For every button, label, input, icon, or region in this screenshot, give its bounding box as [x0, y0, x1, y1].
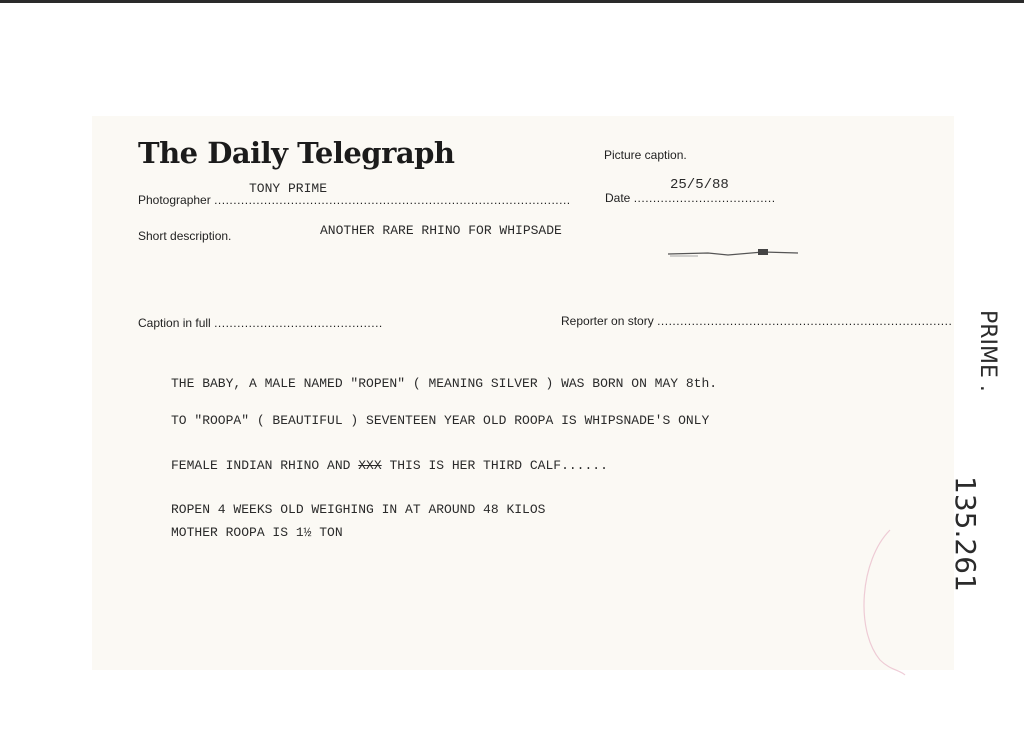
photographer-field [138, 193, 571, 207]
handwritten-reference-number: 135.261 [949, 476, 982, 592]
caption-line-3 [171, 458, 608, 473]
reporter-dotted-line: ............................................................................. [657, 314, 953, 328]
date-field [605, 191, 776, 205]
picture-caption-label: Picture caption. [604, 148, 687, 162]
reporter-field [561, 314, 952, 328]
handwritten-name-note: PRIME . [975, 310, 1000, 392]
date-value: 25/5/88 [670, 177, 729, 193]
caption-line-4: ROPEN 4 WEEKS OLD WEIGHING IN AT AROUND 48 KILOS [171, 502, 546, 517]
masthead-logo: The Daily Telegraph [138, 136, 455, 170]
photographer-dotted-line: ............................................................................................. [214, 193, 571, 207]
reporter-label: Reporter on story [561, 314, 654, 328]
date-dotted-line: ..................................... [633, 191, 776, 205]
caption-dotted-line: ............................................ [214, 316, 383, 330]
caption-in-full-label: Caption in full [138, 316, 211, 330]
caption-in-full-field [138, 316, 383, 330]
pink-stain-mark [850, 520, 920, 680]
ink-smudge-mark [668, 246, 798, 260]
caption-line-2: TO "ROOPA" ( BEAUTIFUL ) SEVENTEEN YEAR OLD ROOPA IS WHIPSNADE'S ONLY [171, 413, 710, 428]
photographer-label: Photographer [138, 193, 211, 207]
short-description-label: Short description. [138, 229, 232, 243]
caption-line-3-start: FEMALE INDIAN RHINO AND [171, 458, 359, 473]
photographer-value: TONY PRIME [249, 181, 328, 196]
short-description-value: ANOTHER RARE RHINO FOR WHIPSADE [320, 223, 562, 238]
caption-line-3-end: THIS IS HER THIRD CALF...... [381, 458, 608, 473]
struck-out-text: XXX [358, 458, 382, 473]
caption-line-5: MOTHER ROOPA IS 1½ TON [171, 525, 343, 540]
scan-top-edge [0, 0, 1024, 3]
caption-line-1: THE BABY, A MALE NAMED "ROPEN" ( MEANING SILVER ) WAS BORN ON MAY 8th. [171, 376, 718, 391]
date-label: Date [605, 191, 631, 205]
